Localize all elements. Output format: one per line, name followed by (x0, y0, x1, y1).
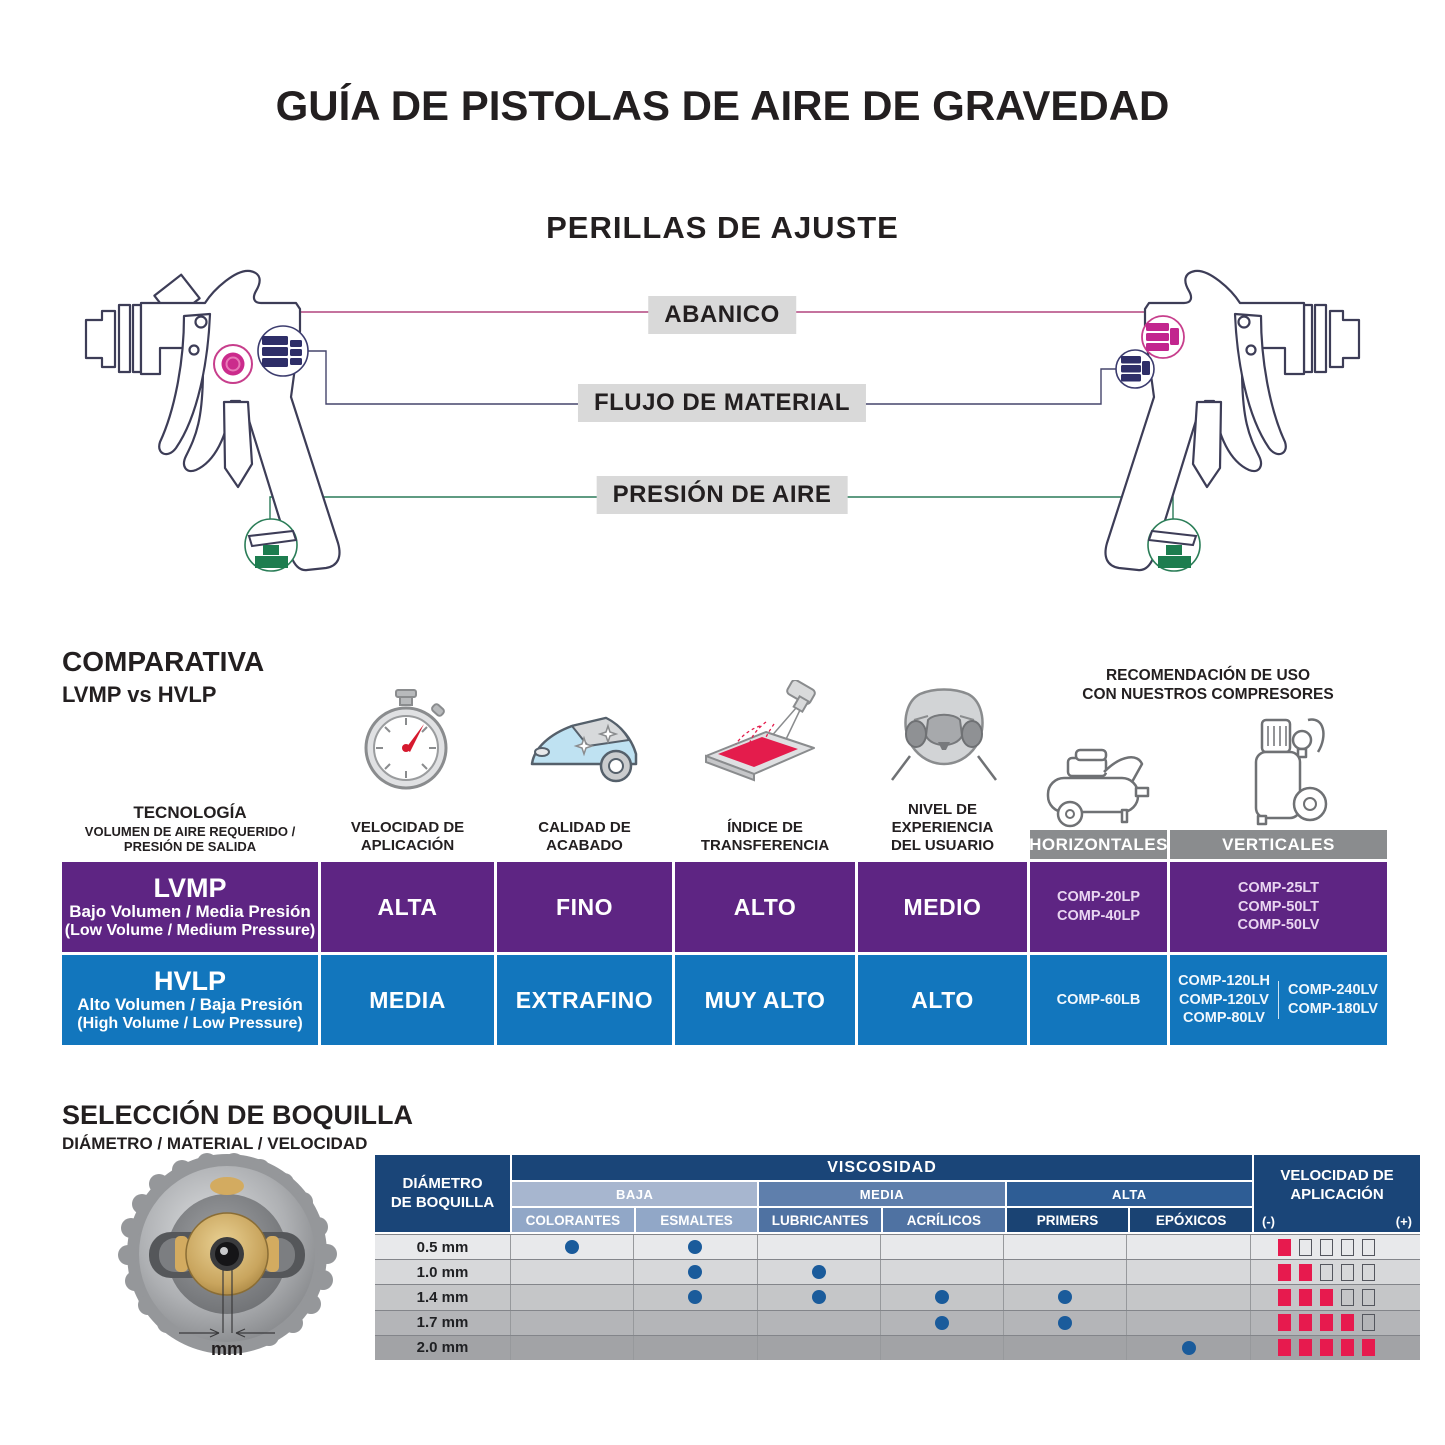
material-header: ESMALTES (636, 1208, 758, 1232)
horizontales-header: HORIZONTALES (1030, 830, 1167, 859)
material-cell (880, 1311, 1003, 1335)
material-cell (757, 1311, 880, 1335)
speed-bar (1362, 1289, 1375, 1306)
material-header: COLORANTES (512, 1208, 634, 1232)
viscosity-material-row (512, 1208, 1252, 1232)
speed-bar (1341, 1289, 1354, 1306)
material-cell (1003, 1285, 1126, 1309)
model-item: COMP-25LT (1237, 879, 1320, 896)
material-dot (1058, 1290, 1072, 1304)
model-item: COMP-40LP (1057, 908, 1140, 924)
material-cell (880, 1285, 1003, 1309)
viscosity-group-row (512, 1182, 1252, 1206)
hvlp-finish-cell: EXTRAFINO (497, 955, 672, 1045)
material-cell (880, 1235, 1003, 1259)
nozzle-row (375, 1234, 1420, 1259)
material-header: LUBRICANTES (759, 1208, 881, 1232)
knobs-section-title: PERILLAS DE AJUSTE (546, 210, 899, 245)
speed-bar (1320, 1314, 1333, 1331)
diameter-label: 1.7 mm (416, 1314, 469, 1332)
material-cell (1126, 1336, 1249, 1360)
speed-bar (1341, 1264, 1354, 1281)
material-dot (812, 1290, 826, 1304)
material-cell (633, 1235, 756, 1259)
nozzle-section-subheading: DIÁMETRO / MATERIAL / VELOCIDAD (62, 1134, 368, 1153)
page-title: GUÍA DE PISTOLAS DE AIRE DE GRAVEDAD (275, 82, 1170, 129)
spray-gun-right (1106, 271, 1360, 570)
hvlp-transfer-cell: MUY ALTO (675, 955, 855, 1045)
material-cell (757, 1260, 880, 1284)
model-item: COMP-50LT (1237, 898, 1320, 915)
material-dot (688, 1290, 702, 1304)
material-dot (935, 1316, 949, 1330)
car-icon (526, 700, 646, 790)
recommendation-title: RECOMENDACIÓN DE USO (1105, 667, 1311, 684)
lvmp-horizontal-cell (1030, 862, 1167, 952)
abanico-label: ABANICO (648, 296, 796, 334)
nozzle-row (375, 1284, 1420, 1309)
material-cell (1126, 1311, 1249, 1335)
nozzle-table (375, 1155, 1420, 1360)
model-item: COMP-180LV (1288, 1001, 1378, 1017)
model-item: COMP-120LV (1179, 991, 1269, 1008)
speed-cell (1250, 1311, 1420, 1335)
speed-bar (1278, 1289, 1291, 1306)
speed-bar (1299, 1339, 1312, 1356)
model-item: COMP-80LV (1183, 1010, 1265, 1027)
speed-bar (1278, 1264, 1291, 1281)
lvmp-transfer-cell: ALTO (675, 862, 855, 952)
speed-bar (1362, 1239, 1375, 1256)
compressor-recommendation (1028, 666, 1388, 705)
speed-bar (1278, 1239, 1291, 1256)
nozzle-row (375, 1259, 1420, 1284)
material-dot (935, 1290, 949, 1304)
material-cell (633, 1285, 756, 1309)
material-dot (812, 1265, 826, 1279)
comparativa-table (62, 862, 1387, 1045)
hvlp-experience-cell: ALTO (858, 955, 1027, 1045)
material-cell (1003, 1311, 1126, 1335)
material-knob-right (1116, 350, 1154, 388)
speed-cell (1250, 1260, 1420, 1284)
experience-column-header: NIVEL DE EXPERIENCIA DEL USUARIO (890, 801, 995, 854)
flujo-label: FLUJO DE MATERIAL (578, 384, 866, 422)
speed-bar (1362, 1264, 1375, 1281)
speed-bar (1320, 1339, 1333, 1356)
speed-cell (1250, 1235, 1420, 1259)
material-cell (633, 1311, 756, 1335)
material-dot (688, 1265, 702, 1279)
speed-bar (1320, 1239, 1333, 1256)
material-cell (1003, 1260, 1126, 1284)
nozzle-row (375, 1310, 1420, 1335)
fan-knob-right (1142, 316, 1184, 358)
material-cell (1003, 1336, 1126, 1360)
speed-max-label: (+) (1395, 1213, 1412, 1229)
speed-cell (1250, 1336, 1420, 1360)
material-cell (510, 1235, 633, 1259)
diameter-label: 0.5 mm (416, 1238, 469, 1256)
tech-column-header: TECNOLOGÍA VOLUMEN DE AIRE REQUERIDO / PRESIÓN DE SALIDA (84, 803, 296, 855)
speed-bar (1299, 1264, 1312, 1281)
nozzle-row (375, 1335, 1420, 1360)
hvlp-vertical-cell (1170, 955, 1387, 1045)
speed-cell (1250, 1285, 1420, 1309)
air-knob-left (245, 519, 297, 571)
material-cell (1126, 1285, 1249, 1309)
comparativa-heading: COMPARATIVA (62, 646, 265, 677)
material-cell (1003, 1235, 1126, 1259)
material-cell (1126, 1260, 1249, 1284)
speed-bar (1362, 1339, 1375, 1356)
speed-bar (1299, 1314, 1312, 1331)
speed-bar (1278, 1339, 1291, 1356)
speed-bar (1299, 1239, 1312, 1256)
viscosity-group-media: MEDIA (759, 1182, 1004, 1206)
material-cell (510, 1285, 633, 1309)
material-dot (565, 1240, 579, 1254)
compressor-horizontal-icon (1042, 742, 1160, 830)
comparativa-subheading: LVMP vs HVLP (62, 682, 217, 707)
hvlp-speed-cell: MEDIA (321, 955, 494, 1045)
material-cell (510, 1311, 633, 1335)
material-cell (633, 1336, 756, 1360)
hvlp-horizontal-cell (1030, 955, 1167, 1045)
material-dot (1058, 1316, 1072, 1330)
material-header: EPÓXICOS (1130, 1208, 1252, 1232)
diameter-label: 1.4 mm (416, 1288, 469, 1306)
mm-label: mm (210, 1339, 244, 1359)
material-cell (757, 1235, 880, 1259)
material-knob-left (258, 326, 308, 376)
viscosity-group-alta: ALTA (1007, 1182, 1252, 1206)
diameter-header: DIÁMETRO DE BOQUILLA (375, 1155, 510, 1232)
air-knob-right (1148, 519, 1200, 571)
model-item: COMP-60LB (1056, 991, 1141, 1008)
respirator-mask-icon (888, 686, 1000, 794)
transfer-column-header: ÍNDICE DE TRANSFERENCIA (700, 819, 830, 854)
spray-transfer-icon (700, 680, 825, 795)
material-header: PRIMERS (1007, 1208, 1129, 1232)
model-item: COMP-20LP (1057, 889, 1140, 906)
fan-knob-left (214, 345, 252, 383)
material-dot (1182, 1341, 1196, 1355)
recommendation-subtitle: CON NUESTROS COMPRESORES (1082, 686, 1334, 704)
material-cell (757, 1336, 880, 1360)
diameter-label: 1.0 mm (416, 1263, 469, 1281)
compressor-vertical-icon (1228, 712, 1338, 830)
speed-bar (1278, 1314, 1291, 1331)
material-cell (633, 1260, 756, 1284)
verticales-header: VERTICALES (1170, 830, 1387, 859)
hvlp-tech-cell: HVLP Alto Volumen / Baja Presión (High Volume / Low Pressure) (62, 955, 318, 1045)
lvmp-experience-cell: MEDIO (858, 862, 1027, 952)
speed-bar (1299, 1289, 1312, 1306)
speed-bar (1341, 1239, 1354, 1256)
application-speed-header: VELOCIDAD DE APLICACIÓN (-) (+) (1254, 1155, 1420, 1232)
diameter-label: 2.0 mm (416, 1339, 469, 1357)
material-cell (757, 1285, 880, 1309)
speed-bar (1341, 1339, 1354, 1356)
material-cell (510, 1336, 633, 1360)
material-cell (510, 1260, 633, 1284)
nozzle-section-heading: SELECCIÓN DE BOQUILLA (62, 1100, 414, 1130)
material-header: ACRÍLICOS (883, 1208, 1005, 1232)
model-item: COMP-240LV (1288, 982, 1378, 999)
top-gold-stud (210, 1177, 244, 1195)
nozzle-aircap-image (105, 1150, 355, 1370)
speed-bar (1320, 1264, 1333, 1281)
material-dot (688, 1240, 702, 1254)
presion-label: PRESIÓN DE AIRE (597, 476, 848, 514)
lvmp-vertical-cell (1170, 862, 1387, 952)
speed-bar (1362, 1314, 1375, 1331)
material-cell (880, 1336, 1003, 1360)
material-cell (1126, 1235, 1249, 1259)
lvmp-finish-cell: FINO (497, 862, 672, 952)
lvmp-tech-cell: LVMP Bajo Volumen / Media Presión (Low Volume / Medium Pressure) (62, 862, 318, 952)
model-item: COMP-120LH (1178, 972, 1270, 989)
speed-column-header: VELOCIDAD DE APLICACIÓN (350, 819, 465, 854)
speed-min-label: (-) (1262, 1213, 1275, 1229)
finish-column-header: CALIDAD DE ACABADO (538, 819, 631, 854)
material-cell (880, 1260, 1003, 1284)
nozzle-table-body (375, 1234, 1420, 1360)
stopwatch-icon (358, 688, 454, 792)
speed-bar (1341, 1314, 1354, 1331)
speed-bar (1320, 1289, 1333, 1306)
viscosity-header: VISCOSIDAD (512, 1155, 1252, 1180)
spray-gun-left (86, 271, 340, 570)
viscosity-group-baja: BAJA (512, 1182, 757, 1206)
lvmp-speed-cell: ALTA (321, 862, 494, 952)
model-item: COMP-50LV (1237, 917, 1320, 934)
